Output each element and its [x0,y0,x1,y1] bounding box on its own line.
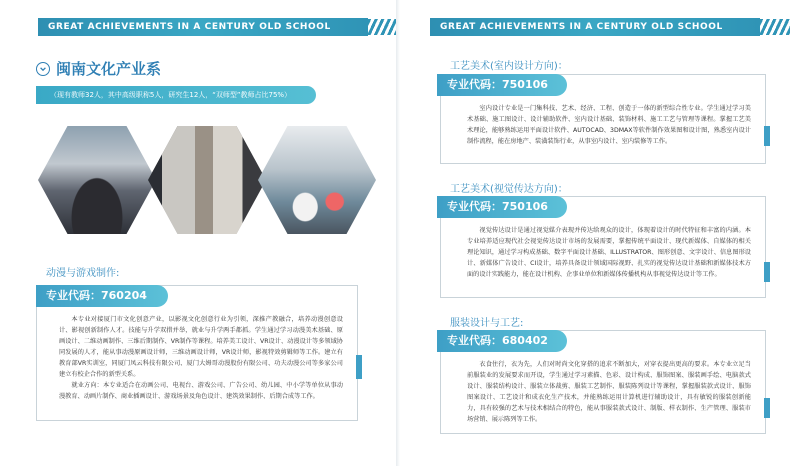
card-accent [356,355,362,379]
card-accent [764,398,770,418]
program-code-tag: 专业代码：760204 [36,285,168,307]
program-description [467,103,751,147]
section-heading: 工艺美术(视觉传达方向)： [450,184,568,195]
photo-classroom-visit [258,126,376,234]
program-paragraph: 衣食住行，衣为先，人们对时尚文化穿搭的追求不断加大，对穿衣提出更高的要求。本专业立足当前服装业的发展要求而开设，学生通过学习素描、色彩、设计构成、服饰图案、服装画手绘、电脑款式设计、服装结构设计、服装立体裁剪、服装工艺制作、服装陈列设计等课程，掌握服装款式设计、服饰图案设计、工艺设计和成衣化生产技术，并能熟练运用计算机进行辅助设计，具有敏锐的服装创新能力，具有较强的艺术与技术相结合的特色，能从事服装款式设计、制版、样衣制作、生产管理、服装市场营销、展示陈列等工作。 [467,361,751,423]
program-card [440,196,766,298]
department-title-text: 闽南文化产业系 [56,60,162,78]
banner-stripe-decoration [760,19,790,35]
department-title [36,58,161,79]
card-accent [764,126,770,146]
photo-group-students [38,126,156,234]
chevron-down-icon [36,62,50,76]
program-paragraph: 室内设计专业是一门集科技、艺术、经济、工程、创造于一体的新型综合性专业。学生通过学习美术基础、施工图设计、设计辅助软件、室内设计基础、装饰材料、施工工艺与管理等课程。掌握工艺美术理论，能够熟练运用平面设计软件、AUTOCAD、3DMAX等软件制作效果图和设计图，熟悉室内设计制作流程，能在房地产、装潢装饰行业，从事室内设计、室内装修等工作。 [467,105,751,145]
program-description [467,359,751,425]
program-description [467,225,751,280]
photo-exhibition-hall [148,126,266,234]
program-code-tag: 专业代码：750106 [437,74,567,96]
card-accent [764,262,770,282]
section-heading: 工艺美术(室内设计方向)： [450,61,568,72]
header-banner: GREAT ACHIEVEMENTS IN A CENTURY OLD SCHOOL [38,18,368,36]
program-card [440,330,766,434]
program-card [440,74,766,164]
banner-stripe-decoration [368,19,398,35]
program-paragraph: 就业方向：本专业适合在动画公司、电视台、游戏公司、广告公司、幼儿园、中小学等单位从事动漫教育、动画片制作、商业插画设计、游戏场景及角色设计、建筑效果制作、后期合成等工作。 [59,382,343,400]
program-card [36,285,358,421]
program-description [59,314,343,402]
section-heading: 动漫与游戏制作: [46,268,120,279]
photo-gallery [38,126,378,234]
header-banner: GREAT ACHIEVEMENTS IN A CENTURY OLD SCHOOL [430,18,760,36]
program-paragraph: 本专业对接厦门市文化创意产业，以影视文化创意行业为引领，深推产教融合，培养动漫创意设计、影视创新制作人才。技能与升学双措并举，就业与升学两手都抓。学生通过学习动漫美术基础、原画设计、二维动画制作、三维后期制作、VR制作等课程。培养美工设计、VR设计、动漫设计等多领域协同发展的人才，能从事动漫原画设计师，三维动画设计师，VR设计师，影视特效剪辑师等工作。建立有教育部VR实训室，同厦门凤云科技有限公司、厦门大姆哥动漫股份有限公司、功夫动漫公司等多家公司建立有校企合作的新型关系。 [59,316,343,378]
right-page [400,0,800,466]
program-code-tag: 专业代码：750106 [437,196,567,218]
program-code-tag: 专业代码：680402 [437,330,567,352]
faculty-summary: （现有教师32人，其中高级职称5人，研究生12人，“双师型”教师占比75%） [36,86,316,104]
section-heading: 服装设计与工艺: [450,318,524,329]
program-paragraph: 视觉传达设计是通过视觉媒介表现并传达给观众的设计，体现着设计的时代特征和丰富的内涵。本专业培养适应现代社会视觉传达设计市场的发展需要，掌握传统平面设计、现代新媒体、自媒体的相关理论知识，通过学习构成基础、数字平面设计基础、ILLUSTRATOR、图形创意、文字设计、信息图形设计、新媒体广告设计、CI设计，培养具备设计领域国际视野、扎实的视觉传达设计基础和新媒体技术方面的设计实践能力，能在设计机构、企事业单位和新媒体传播机构从事视觉传达设计等工作。 [467,227,751,278]
